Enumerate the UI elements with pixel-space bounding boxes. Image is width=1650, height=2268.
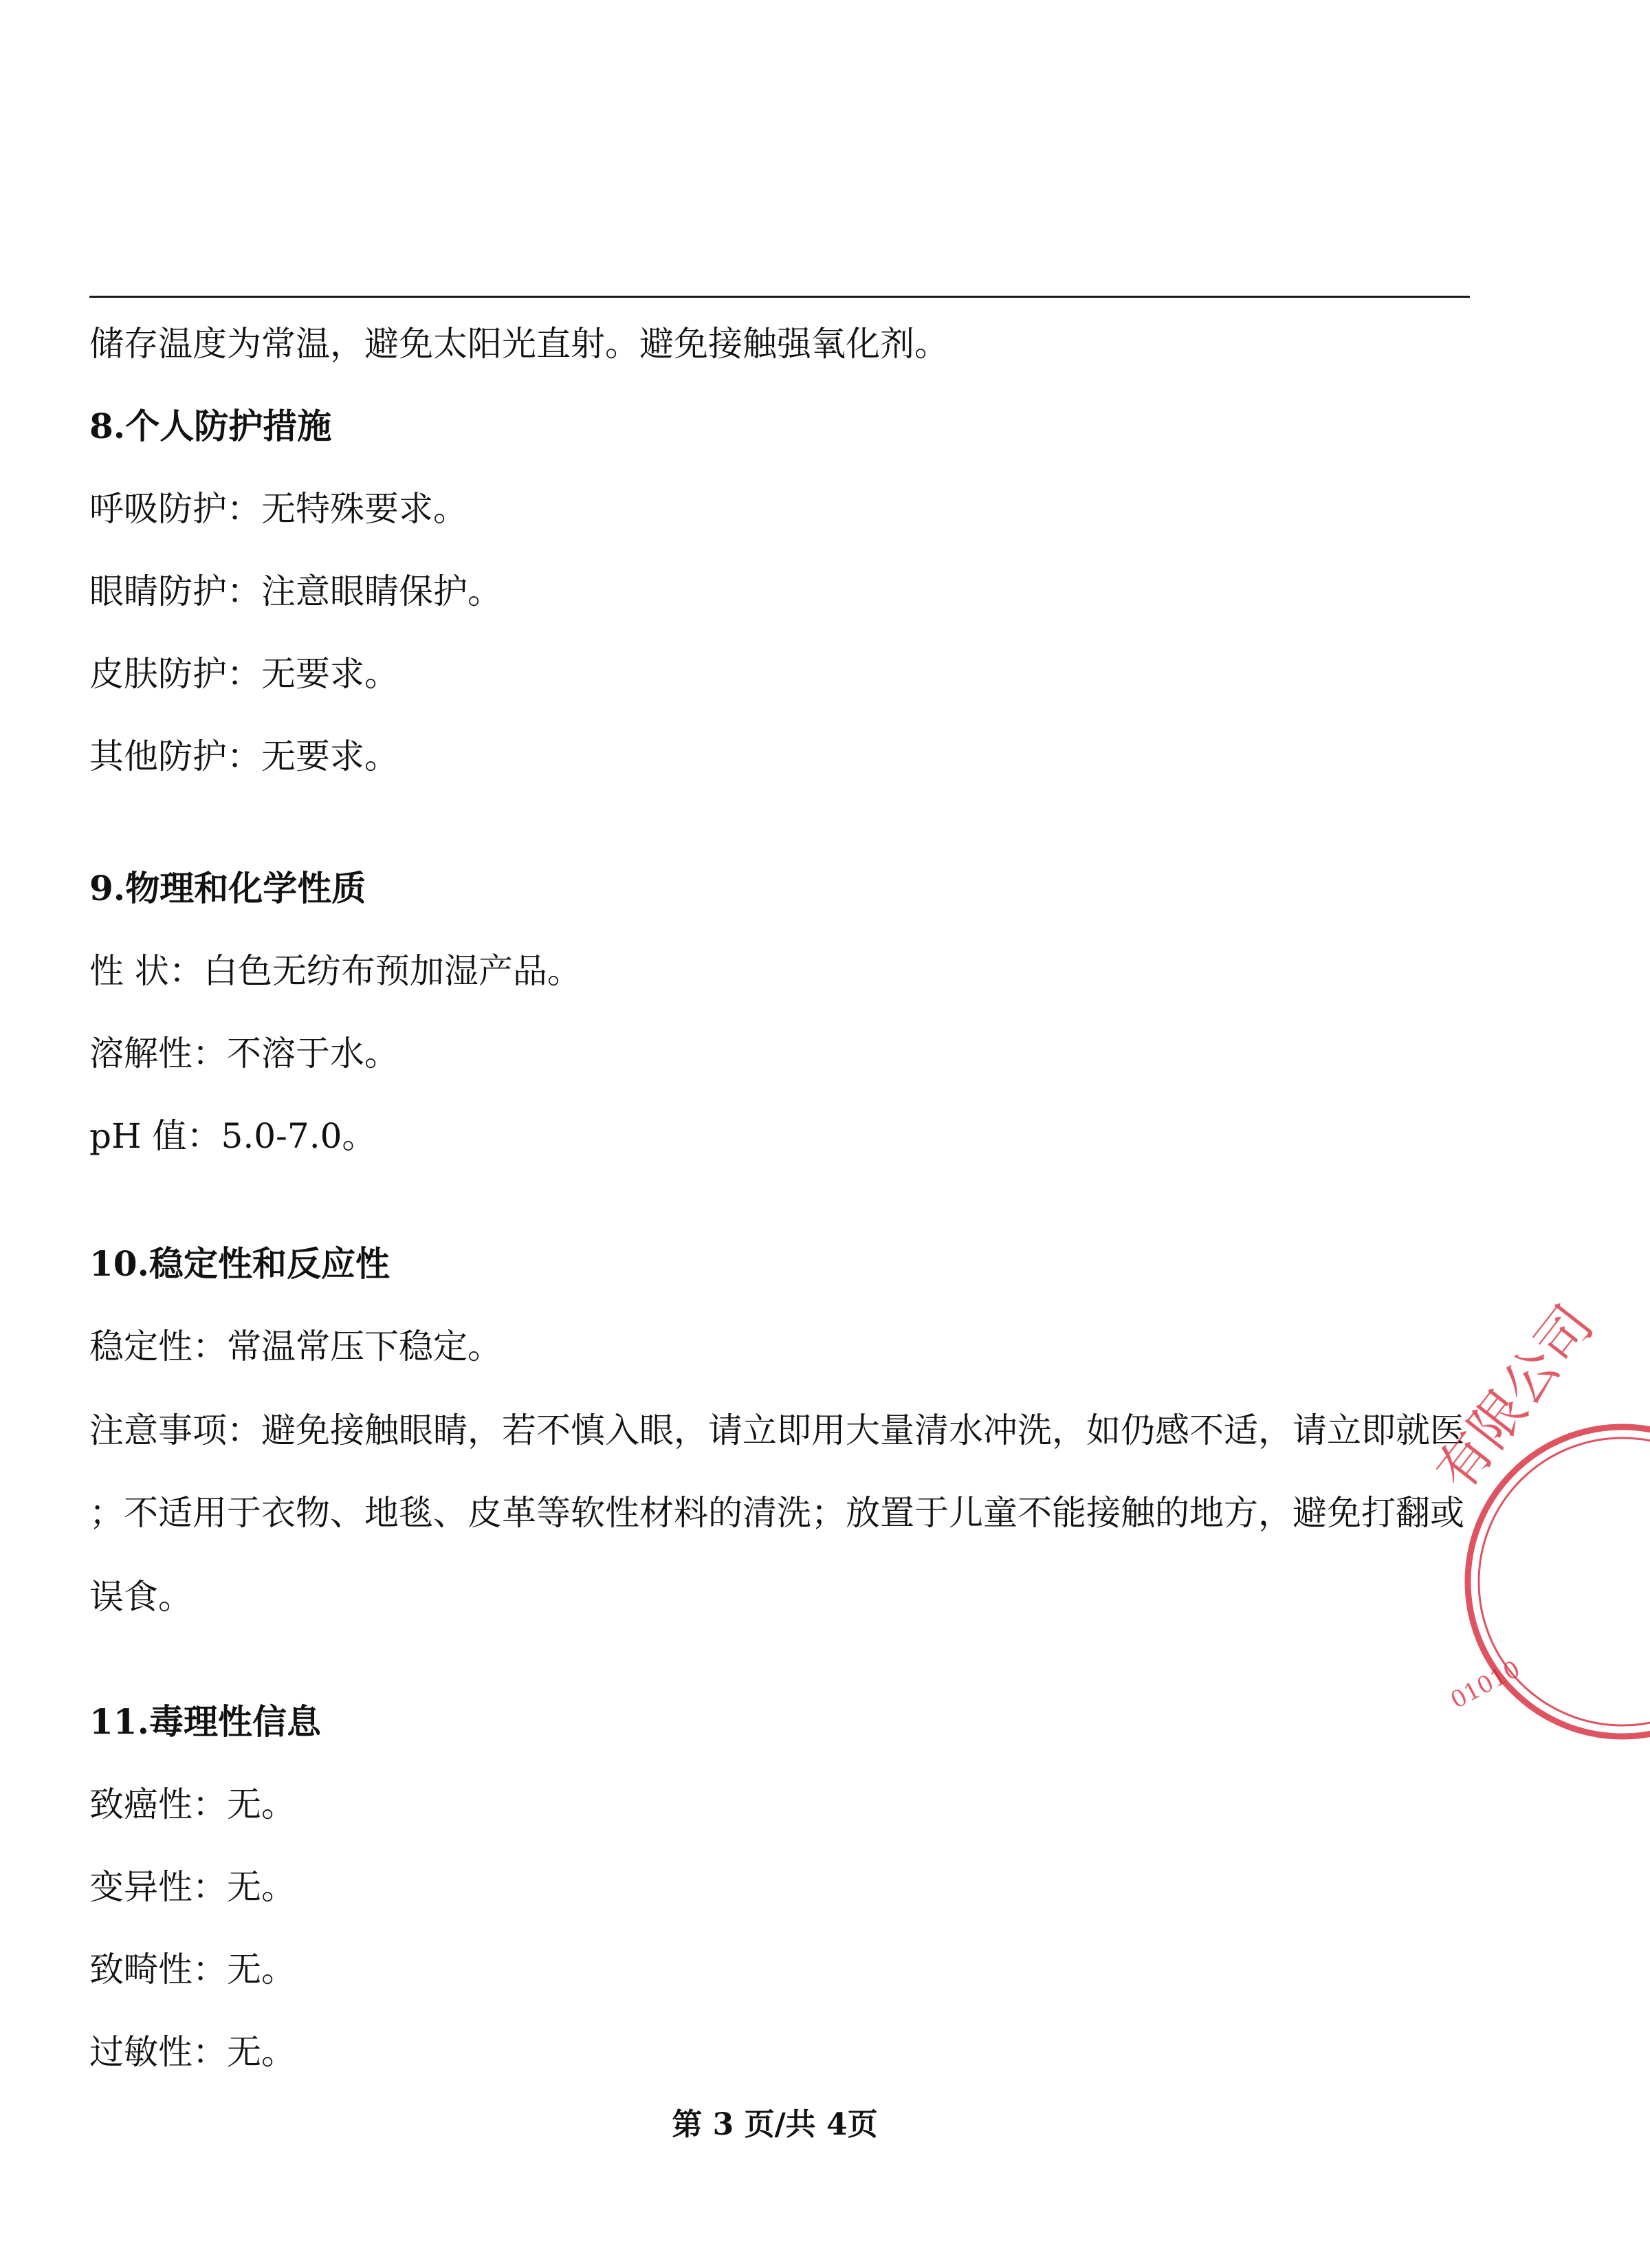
storage-text: 储存温度为常温，避免太阳光直射。避免接触强氧化剂。 [89,324,949,364]
company-seal [1424,1294,1650,1747]
respiratory-protection: 呼吸防护：无特殊要求。 [89,489,468,529]
allergenicity: 过敏性：无。 [89,2032,296,2072]
appearance: 性 状：白色无纺布预加湿产品。 [89,951,582,991]
seal-text-main: 有限公司 [1424,1294,1606,1502]
precautions-line-1: 注意事项：避免接触眼睛，若不慎入眼，请立即用大量清水冲洗，如仍感不适，请立即就医 [89,1410,1464,1450]
teratogenicity: 致畸性：无。 [89,1950,296,1989]
eye-protection: 眼睛防护：注意眼睛保护。 [89,571,502,611]
other-protection: 其他防护：无要求。 [89,737,399,776]
precautions-line-2: ；不适用于衣物、地毯、皮革等软性材料的清洗；放置于儿童不能接触的地方，避免打翻或 [89,1493,1464,1533]
stability: 稳定性：常温常压下稳定。 [89,1327,502,1366]
carcinogenicity: 致癌性：无。 [89,1785,296,1824]
section-8-heading: 8.个人防护措施 [89,406,332,446]
mutagenicity: 变异性：无。 [89,1867,296,1907]
page-number: 第 3 页/共 4页 [672,2107,878,2142]
header-rule [89,296,1470,298]
skin-protection: 皮肤防护：无要求。 [89,654,399,694]
ph-value: pH 值：5.0-7.0。 [89,1116,377,1156]
seal-text-code: 01010 [1446,1655,1525,1714]
section-9-heading: 9.物理和化学性质 [89,868,366,908]
precautions-line-3: 误食。 [89,1577,192,1617]
section-10-heading: 10.稳定性和反应性 [89,1243,390,1284]
section-11-heading: 11.毒理性信息 [89,1701,321,1742]
solubility: 溶解性：不溶于水。 [89,1034,399,1073]
